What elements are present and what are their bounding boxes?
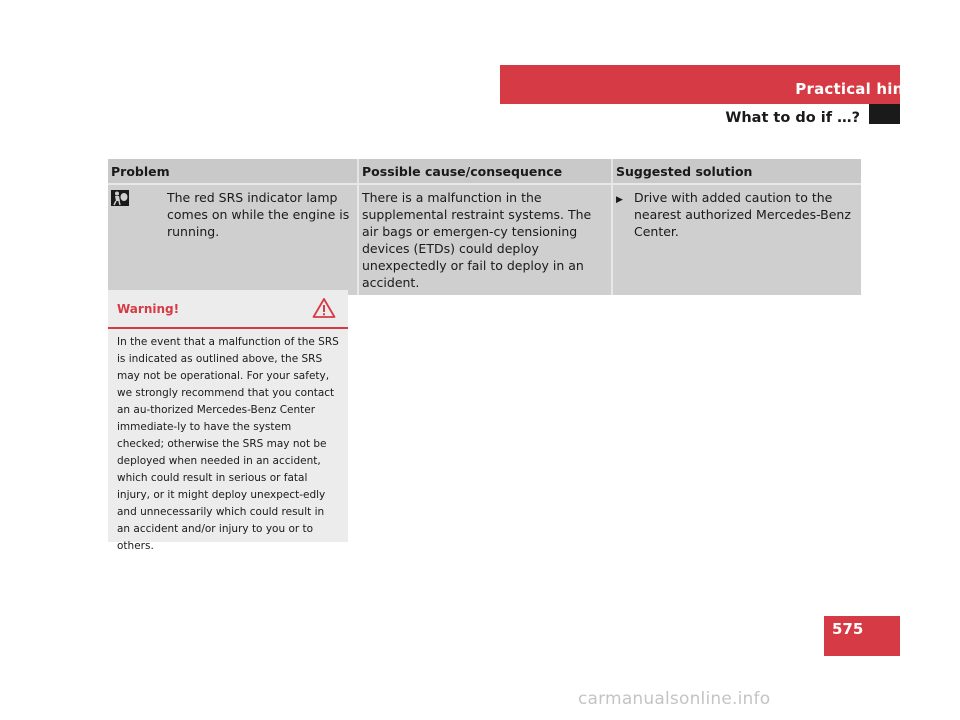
warning-title: Warning! xyxy=(117,302,180,316)
warning-box xyxy=(108,290,348,552)
section-title: Practical hints xyxy=(795,80,920,98)
header-solution: Suggested solution xyxy=(613,159,861,183)
srs-airbag-warning-icon xyxy=(111,189,167,240)
warning-triangle-icon xyxy=(312,297,336,323)
warning-header xyxy=(108,290,348,329)
cause-cell: There is a malfunction in the supplemental restraint systems. The air bags or emergen-cy tensioning devices (ETDs) could deploy unexpectedly or fail to deploy in an accident. xyxy=(359,183,613,295)
problem-text: The red SRS indicator lamp comes on while the engine is running. xyxy=(167,190,350,239)
problem-cell xyxy=(108,183,359,295)
table-header-row xyxy=(108,159,861,183)
table-row xyxy=(108,183,861,295)
solution-cell xyxy=(613,183,861,295)
header-problem: Problem xyxy=(108,159,359,183)
subsection-title: What to do if …? xyxy=(725,110,860,126)
header-cause: Possible cause/consequence xyxy=(359,159,613,183)
warning-text: In the event that a malfunction of the SRS is indicated as outlined above, the SRS may not be operational. For your safety, we strongly recommend that you contact an au-thorized Mercedes-Benz Center immediate-ly to have the system checked; otherwise the SRS may not be deployed when needed in an accident, which could result in serious or fatal injury, or it might deploy unexpect-edly and unnecessarily which could result in an accident and/or injury to you or to others. xyxy=(117,336,339,552)
solution-text: Drive with added caution to the nearest authorized Mercedes-Benz Center. xyxy=(634,190,851,239)
troubleshooting-table xyxy=(108,159,861,295)
watermark: carmanualsonline.info xyxy=(578,689,771,709)
page-number: 575 xyxy=(832,620,864,638)
header-tab-marker xyxy=(869,104,900,124)
bullet-arrow-icon: ▶ xyxy=(616,195,623,205)
